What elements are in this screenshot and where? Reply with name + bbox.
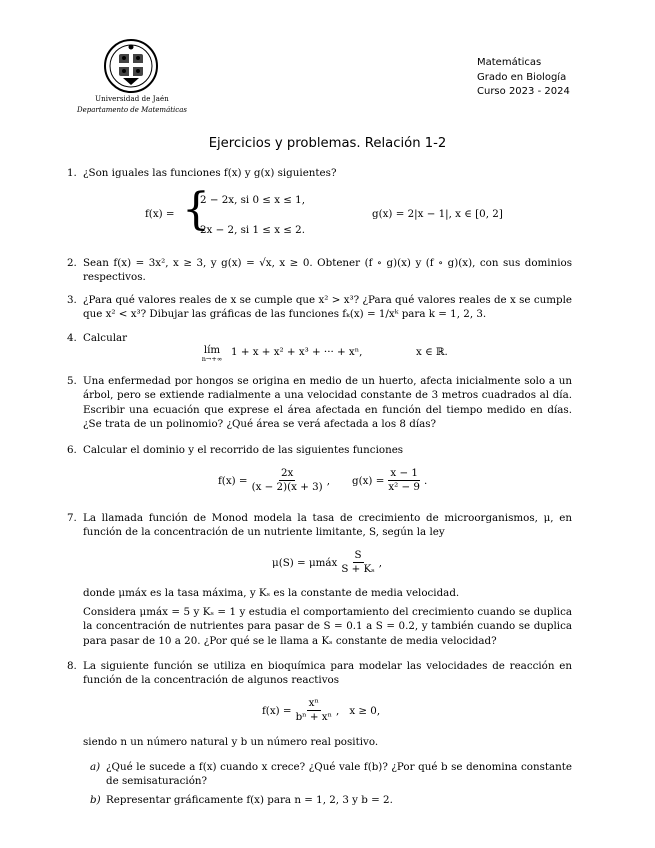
exercise-number: 3. — [67, 294, 77, 306]
f-numerator: 2x — [280, 467, 294, 479]
exercise-8-part-b — [90, 793, 572, 807]
exercise-text: Sean f(x) = 3x², x ≥ 3, y g(x) = √x, x ≥ 0. Obtener (f ∘ g)(x) y (f ∘ g)(x), con sus dominios respectivos. — [83, 257, 572, 284]
exercise-text: Una enfermedad por hongos se origina en medio de un huerto, afecta inicialmente solo a un árbol, pero se extiende radialmente a una velocidad constante de 3 metros cuadrados al día. Escribir una ecuación que exprese el área afectada en función del tiempo medido en días. ¿Se trata de un polinomio? ¿Qué área se verá afectada a los 8 días? — [83, 375, 572, 431]
limit-subscript: n→+∞ — [201, 355, 223, 363]
exercise-number: 6. — [67, 444, 77, 456]
monod-equation: μ(S) = μmáx $\frac{S}{\text{S + Kₛ}}$ , — [272, 549, 383, 575]
exercise-8 — [67, 659, 572, 688]
exercise-number: 7. — [67, 512, 77, 524]
exercise-number: 8. — [67, 660, 77, 672]
limit-operator — [201, 344, 223, 363]
course-info — [477, 56, 570, 100]
exercise-number: 5. — [67, 375, 77, 387]
exercise-6 — [67, 443, 572, 457]
f-denominator: (x − 2)(x + 3) — [251, 481, 323, 493]
page-title: Ejercicios y problemas. Relación 1-2 — [208, 136, 447, 151]
exercise-8-note: siendo n un número natural y b un número real positivo. — [83, 736, 379, 748]
monod-fraction — [339, 549, 376, 576]
g-numerator: x − 1 — [390, 467, 418, 479]
f-denominator: bⁿ + xⁿ — [295, 711, 333, 723]
course-year: Curso 2023 - 2024 — [477, 86, 570, 97]
part-label: b) — [90, 794, 101, 806]
f-fraction — [294, 697, 334, 724]
equation-6: f(x) = $\frac{2x}{(x - 2)(x + 3)}$ , g(x) = $\frac{x - 1}{\text{x² − 9}}$ . — [218, 467, 428, 493]
part-text: Representar gráficamente f(x) para n = 1, 2, 3 y b = 2. — [106, 794, 393, 806]
part-label: a) — [90, 761, 101, 773]
f-condition: x ≥ 0, — [349, 704, 381, 717]
monod-lhs: μ(S) = μmáx — [272, 556, 338, 569]
exercise-text: Calcular el dominio y el recorrido de las siguientes funciones — [83, 444, 404, 456]
g-denominator: x² − 9 — [388, 481, 420, 493]
exercise-3 — [67, 293, 572, 322]
exercise-1 — [67, 166, 572, 180]
subject: Matemáticas — [477, 57, 542, 68]
monod-denominator: S + Kₛ — [341, 563, 375, 575]
g-lhs: g(x) = — [351, 474, 385, 487]
f-label: f(x) = — [145, 208, 175, 220]
university-name: Universidad de Jaén — [95, 95, 169, 103]
piece-1: 2 − 2x, si 0 ≤ x ≤ 1, — [200, 194, 306, 206]
piece-2: 2x − 2, si 1 ≤ x ≤ 2. — [200, 224, 306, 236]
monod-numerator: S — [354, 549, 362, 561]
exercise-2 — [67, 256, 572, 285]
piecewise-brace: { — [182, 184, 210, 235]
f-numerator: xⁿ — [308, 697, 319, 709]
degree: Grado en Biología — [477, 71, 567, 83]
g-fraction — [386, 467, 422, 494]
exercise-4 — [67, 331, 572, 345]
part-text: ¿Qué le sucede a f(x) cuando x crece? ¿Qué vale f(b)? ¿Por qué b se denomina constante de semisaturación? — [106, 761, 572, 788]
department-name: Departamento de Matemáticas — [77, 106, 187, 114]
series-expression: 1 + x + x² + x³ + ··· + xⁿ, — [231, 346, 363, 358]
exercise-text: ¿Para qué valores reales de x se cumple que x² > x³? ¿Para qué valores reales de x se cumple que x² < x³? Dibujar las gráficas de las funciones fₖ(x) = 1/xᵏ para k = 1, 2, 3. — [83, 294, 572, 321]
f-lhs: f(x) = — [218, 474, 248, 487]
exercise-7-note: donde μmáx es la tasa máxima, y Kₛ es la constante de media velocidad. — [83, 587, 460, 599]
exercise-number: 1. — [67, 167, 77, 179]
exercise-7-para2: Considera μmáx = 5 y Kₛ = 1 y estudia el comportamiento del crecimiento cuando se duplica la concentración de nutrientes para pasar de S = 0.1 a S = 0.2, y también cuando se duplica para pasar de 10 a 20. ¿Por qué se le llama a Kₛ constante de media velocidad? — [83, 606, 572, 647]
f-fraction — [250, 467, 325, 494]
limit-word: lím — [203, 344, 221, 356]
reaction-equation: f(x) = $\frac{\text{xⁿ}}{\text{bⁿ + xⁿ}}$ , x ≥ 0, — [262, 697, 381, 723]
series-domain: x ∈ ℝ. — [416, 346, 448, 358]
exercise-number: 4. — [67, 332, 77, 344]
exercise-7 — [67, 511, 572, 540]
exercise-text: ¿Son iguales las funciones f(x) y g(x) siguientes? — [83, 167, 337, 179]
g-definition: g(x) = 2|x − 1|, x ∈ [0, 2] — [372, 208, 503, 220]
f-lhs: f(x) = — [262, 704, 292, 717]
exercise-number: 2. — [67, 257, 77, 269]
exercise-text: La llamada función de Monod modela la tasa de crecimiento de microorganismos, μ, en función de la concentración de un nutriente limitante, S, según la ley — [83, 512, 572, 539]
university-seal-logo — [104, 38, 158, 94]
exercise-text: La siguiente función se utiliza en bioquímica para modelar las velocidades de reacción en función de la concentración de algunos reactivos — [83, 660, 572, 687]
exercise-text: Calcular — [83, 332, 128, 344]
exercise-5 — [67, 374, 572, 432]
exercise-8-part-a — [90, 760, 572, 789]
